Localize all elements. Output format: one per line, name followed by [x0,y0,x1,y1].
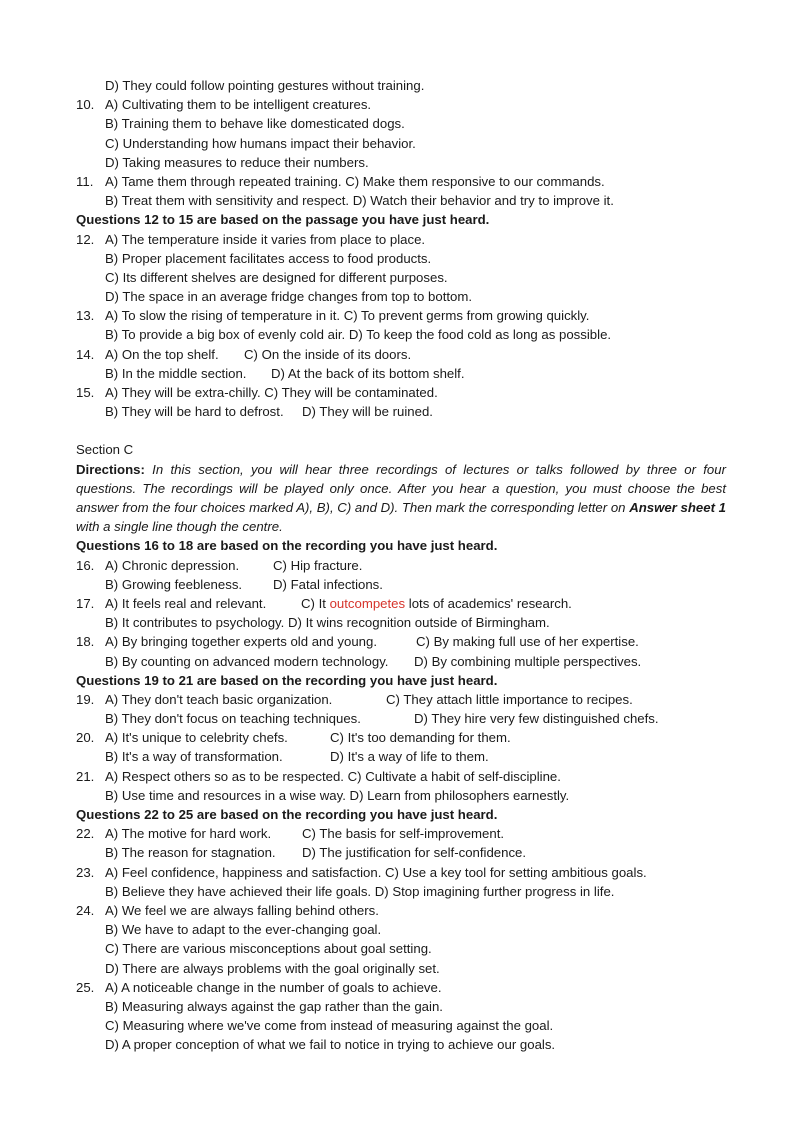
option-b: B) They don't focus on teaching techniques. [105,711,361,727]
question-number: 22. [76,826,95,842]
option-d: D) There are always problems with the goal originally set. [105,960,440,976]
option-a: A) Cultivating them to be intelligent creatures. [105,97,372,113]
group-heading-12-15: Questions 12 to 15 are based on the passage you have just heard. [76,212,490,228]
option-a: A) It feels real and relevant. [105,595,267,611]
option-b: B) They will be hard to defrost. [105,404,284,420]
option-a: A) The temperature inside it varies from place to place. [105,231,426,247]
options-b-d: B) Treat them with sensitivity and respect. D) Watch their behavior and try to improve it. [105,193,614,209]
option-c: C) On the inside of its doors. [244,346,412,362]
option-c: C) Its different shelves are designed for different purposes. [105,269,448,285]
question-13 [0,306,800,325]
question-number: 18. [76,634,95,650]
options-a-c: A) They will be extra-chilly. C) They will be contaminated. [105,385,438,400]
group-heading-16-18: Questions 16 to 18 are based on the recording you have just heard. [76,538,498,554]
question-14 [0,345,800,364]
option-a: A) Chronic depression. [105,557,240,573]
question-15 [0,383,800,402]
option-b: B) Measuring always against the gap rather than the gain. [105,998,443,1014]
question-20 [0,728,800,747]
question-11 [0,172,800,191]
question-number: 23. [76,864,95,880]
options-b-d: B) It contributes to psychology. D) It wins recognition outside of Birmingham. [105,615,550,631]
option-d: D) They hire very few distinguished chefs. [414,711,659,727]
option-b: B) Training them to behave like domesticated dogs. [105,116,405,132]
options-a-c: A) Respect others so as to be respected. C) Cultivate a habit of self-discipline. [105,768,561,784]
option-c: C) It outcompetes lots of academics' research. [301,595,572,611]
option-a: A) On the top shelf. [105,346,219,362]
answer-sheet-label: Answer sheet 1 [629,499,726,515]
option-b: B) By counting on advanced modern technology. [105,653,389,669]
question-24 [0,901,800,920]
option-b: B) It's a way of transformation. [105,749,283,765]
highlighted-word: outcompetes [329,595,406,611]
options-b-d: B) Use time and resources in a wise way. D) Learn from philosophers earnestly. [105,787,570,803]
option-d: D) Fatal infections. [273,576,383,592]
option-a: A) By bringing together experts old and young. [105,634,377,650]
option-c: C) They attach little importance to recipes. [386,691,633,707]
group-heading-19-21: Questions 19 to 21 are based on the recording you have just heard. [76,672,498,688]
option-c: C) Measuring where we've come from instead of measuring against the goal. [105,1018,554,1034]
question-number: 25. [76,979,95,995]
option-a: A) They don't teach basic organization. [105,691,333,707]
question-number: 17. [76,595,95,611]
option-c: C) The basis for self-improvement. [302,826,505,842]
question-number: 10. [76,97,95,113]
question-10 [0,95,800,114]
exam-page [0,76,800,1054]
directions: Directions: In this section, you will hear three recordings of lectures or talks followed by three or four questions. The recordings will be played only once. After you hear a question, you must choose the best answer from the four choices marked A), B), C) and D). Then mark the corresponding letter on Answer sheet 1 with a single line though the centre. [76,461,726,535]
option-b: B) We have to adapt to the ever-changing goal. [105,922,382,938]
question-22 [0,824,800,843]
options-a-c: A) To slow the rising of temperature in it. C) To prevent germs from growing quickly. [105,308,590,324]
question-19 [0,690,800,709]
directions-label: Directions: [76,461,145,477]
question-23 [0,863,800,882]
option-c: C) Understanding how humans impact their behavior. [105,135,416,151]
options-b-d: B) Believe they have achieved their life goals. D) Stop imagining further progress in life. [105,883,615,899]
option-c: C) Hip fracture. [273,557,363,573]
option-a: A) A noticeable change in the number of goals to achieve. [105,979,442,995]
option-c: C) There are various misconceptions about goal setting. [105,941,432,957]
option-c: C) It's too demanding for them. [330,730,511,746]
option-b: B) In the middle section. [105,365,247,381]
option-d: D) It's a way of life to them. [330,749,489,765]
question-number: 16. [76,557,95,573]
question-25 [0,978,800,997]
question-number: 21. [76,768,95,784]
option-b: B) Growing feebleness. [105,576,243,592]
question-number: 19. [76,691,95,707]
question-16 [0,556,800,575]
option-c: C) By making full use of her expertise. [416,634,639,650]
option-b: B) The reason for stagnation. [105,845,276,861]
options-a-c: A) Feel confidence, happiness and satisfaction. C) Use a key tool for setting ambitious goals. [105,864,647,880]
options-a-c: A) Tame them through repeated training. C) Make them responsive to our commands. [105,173,605,189]
question-number: 12. [76,231,95,247]
options-b-d: B) To provide a big box of evenly cold air. D) To keep the food cold as long as possible. [105,327,612,343]
group-heading-22-25: Questions 22 to 25 are based on the recording you have just heard. [76,807,498,822]
question-17 [0,594,800,613]
option-d: D) They will be ruined. [302,404,433,420]
question-21 [0,767,800,786]
option-d: D) At the back of its bottom shelf. [271,365,465,381]
section-title: Section C [76,442,134,458]
option-b: B) Proper placement facilitates access to food products. [105,250,432,266]
question-number: 15. [76,385,95,400]
option-a: A) We feel we are always falling behind others. [105,902,379,918]
option-a: A) It's unique to celebrity chefs. [105,730,288,746]
question-number: 20. [76,730,95,746]
question-number: 14. [76,346,95,362]
question-number: 13. [76,308,95,324]
question-number: 11. [76,173,94,189]
question-number: 24. [76,902,95,918]
option-d: D) The space in an average fridge changes from top to bottom. [105,289,473,305]
question-18 [0,632,800,651]
option-a: A) The motive for hard work. [105,826,272,842]
option-d: D) The justification for self-confidence. [302,845,527,861]
option-d: D) By combining multiple perspectives. [414,653,642,669]
option-d: D) Taking measures to reduce their numbers. [105,154,369,170]
option-d: D) A proper conception of what we fail to notice in trying to achieve our goals. [105,1037,556,1053]
question-9-option-d: D) They could follow pointing gestures without training. [105,78,425,93]
question-12 [0,230,800,249]
